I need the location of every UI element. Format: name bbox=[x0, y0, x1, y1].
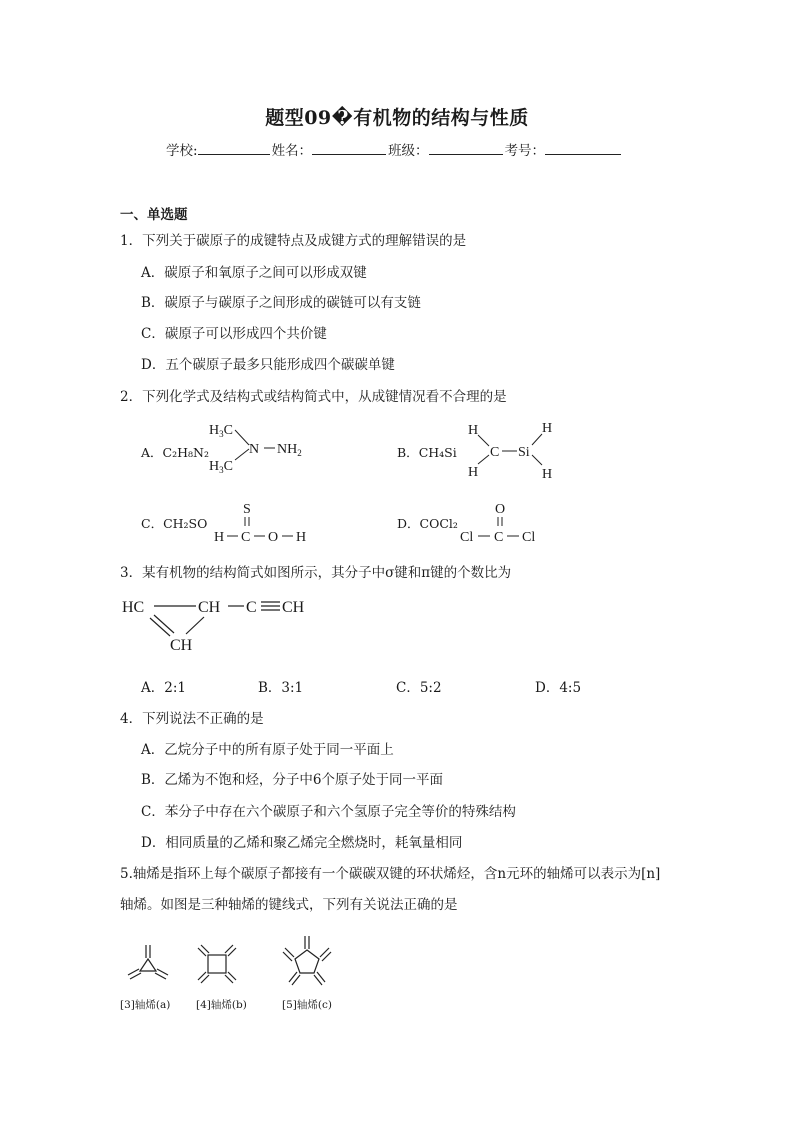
q2-b-label: B． bbox=[397, 445, 419, 460]
q4-option-b: B．乙烯为不饱和烃，分子中6个原子处于同一平面 bbox=[141, 772, 444, 788]
q2-c-structure bbox=[212, 497, 322, 549]
svg-text:H: H bbox=[468, 423, 479, 438]
q4-option-d: D．相同质量的乙烯和聚乙烯完全燃烧时，耗氧量相同 bbox=[141, 835, 463, 851]
svg-text:Cl: Cl bbox=[460, 530, 474, 545]
name-blank bbox=[312, 140, 386, 155]
svg-text:C: C bbox=[246, 599, 257, 616]
svg-text:H: H bbox=[542, 421, 553, 436]
svg-text:CH: CH bbox=[198, 599, 221, 616]
svg-text:H: H bbox=[542, 467, 553, 482]
q2-c-label: C． bbox=[141, 516, 164, 531]
school-label: 学校: bbox=[166, 143, 198, 159]
exam-no-label: 考号： bbox=[504, 143, 546, 159]
page-title: 题型09�有机物的结构与性质 bbox=[265, 107, 529, 129]
svg-text:H: H bbox=[468, 465, 479, 480]
q3-option-a: A．2:1 bbox=[141, 680, 186, 696]
q2-option-d bbox=[397, 514, 458, 532]
q4-option-c: C．苯分子中存在六个碳原子和六个氢原子完全等价的特殊结构 bbox=[141, 804, 516, 820]
q2-option-c bbox=[141, 514, 207, 532]
q2-c-formula: CH₂SO bbox=[163, 516, 208, 531]
section-heading: 一、单选题 bbox=[120, 207, 188, 223]
q2-stem: 2．下列化学式及结构式或结构简式中，从成键情况看不合理的是 bbox=[120, 389, 507, 405]
q5-line1: 5.轴烯是指环上每个碳原子都接有一个碳碳双键的环状烯烃，含n元环的轴烯可以表示为[n] bbox=[120, 866, 661, 882]
q2-d-formula: COCl₂ bbox=[419, 516, 458, 531]
q2-a-label: A． bbox=[141, 445, 163, 460]
school-blank bbox=[198, 140, 270, 155]
svg-text:Cl: Cl bbox=[522, 530, 536, 545]
class-blank bbox=[429, 140, 503, 155]
q4-option-a: A．乙烷分子中的所有原子处于同一平面上 bbox=[141, 742, 394, 758]
radialene-3-structure bbox=[128, 945, 168, 979]
svg-text:CH: CH bbox=[170, 637, 193, 654]
q2-b-structure bbox=[462, 418, 562, 486]
svg-text:CH: CH bbox=[282, 599, 305, 616]
q2-a-formula: C₂H₈N₂ bbox=[162, 445, 209, 460]
q2-b-formula: CH₄Si bbox=[418, 445, 457, 460]
q4-stem: 4．下列说法不正确的是 bbox=[120, 711, 264, 727]
svg-text:C: C bbox=[490, 445, 500, 460]
q3-option-b: B．3:1 bbox=[258, 680, 304, 696]
svg-text:C: C bbox=[494, 530, 504, 545]
svg-text:HC: HC bbox=[122, 599, 145, 616]
svg-text:N: N bbox=[249, 442, 260, 457]
q2-d-label: D． bbox=[397, 516, 420, 531]
radialene-4-caption: [4]轴烯(b) bbox=[196, 999, 247, 1011]
q1-option-d: D．五个碳原子最多只能形成四个碳碳单键 bbox=[141, 357, 395, 373]
svg-text:H: H bbox=[214, 530, 225, 545]
q3-structure bbox=[120, 592, 330, 656]
svg-text:O: O bbox=[268, 530, 279, 545]
q5-line2: 轴烯。如图是三种轴烯的键线式，下列有关说法正确的是 bbox=[120, 897, 458, 913]
name-label: 姓名： bbox=[271, 143, 313, 159]
q1-option-b: B．碳原子与碳原子之间形成的碳链可以有支链 bbox=[141, 295, 421, 311]
q2-option-a bbox=[141, 443, 209, 461]
q2-a-structure bbox=[205, 418, 315, 478]
radialene-3-caption: [3]轴烯(a) bbox=[120, 999, 171, 1011]
class-label: 班级： bbox=[388, 143, 429, 159]
q1-stem: 1．下列关于碳原子的成键特点及成键方式的理解错误的是 bbox=[120, 233, 467, 249]
svg-text:NH2: $NH_2$ bbox=[277, 442, 302, 458]
radialene-5-caption: [5]轴烯(c) bbox=[282, 999, 332, 1011]
q2-option-b bbox=[397, 443, 457, 461]
radialene-4-structure bbox=[198, 945, 236, 983]
svg-text:S: S bbox=[243, 502, 251, 517]
svg-text:Si: Si bbox=[518, 445, 530, 460]
student-info-line bbox=[166, 139, 623, 159]
svg-text:H3C: $H_3C$ bbox=[209, 423, 233, 439]
exam-no-blank bbox=[545, 140, 621, 155]
radialene-5-structure bbox=[283, 936, 331, 985]
q1-option-c: C．碳原子可以形成四个共价键 bbox=[141, 326, 327, 342]
svg-text:C: C bbox=[241, 530, 251, 545]
q2-d-structure bbox=[458, 497, 558, 549]
q3-option-d: D．4:5 bbox=[535, 680, 582, 696]
q3-stem: 3．某有机物的结构简式如图所示，其分子中σ键和π键的个数比为 bbox=[120, 565, 512, 581]
q1-option-a: A．碳原子和氧原子之间可以形成双键 bbox=[141, 265, 367, 281]
q3-option-c: C．5:2 bbox=[396, 680, 442, 696]
svg-text:H: H bbox=[296, 530, 307, 545]
svg-text:O: O bbox=[495, 502, 506, 517]
svg-text:H3C: $H_3C$ bbox=[209, 459, 233, 475]
